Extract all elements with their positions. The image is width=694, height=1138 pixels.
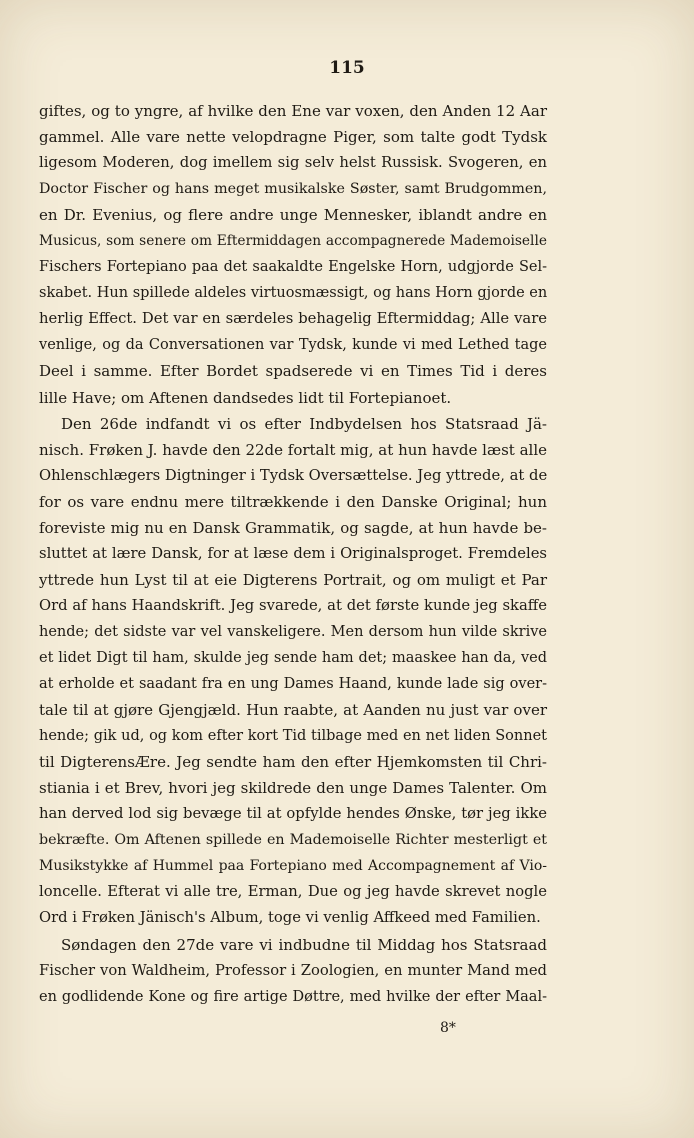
text-line: skabet. Hun spillede aldeles virtuosmæssigt, og hans Horn gjorde en <box>39 285 548 302</box>
text-line: sluttet at lære Dansk, for at læse dem i Originalsproget. Fremdeles <box>39 544 547 562</box>
text-line: en Dr. Evenius, og flere andre unge Mennesker, iblandt andre en <box>39 206 547 225</box>
signature-mark: 8* <box>440 1020 456 1036</box>
text-line: lille Have; om Aftenen dandsedes lidt til Fortepianoet. <box>39 388 452 407</box>
text-line: herlig Effect. Det var en særdeles behagelig Eftermiddag; Alle vare <box>39 310 547 328</box>
text-line: Fischer von Waldheim, Professor i Zoologien, en munter Mand med <box>39 961 547 979</box>
text-line: nisch. Frøken J. havde den 22de fortalt mig, at hun havde læst alle <box>39 440 547 459</box>
text-line: Den 26de indfandt vi os efter Indbydelsen hos Statsraad Jä- <box>61 414 547 433</box>
text-line: stiania i et Brev, hvori jeg skildrede den unge Dames Talenter. Om <box>39 779 547 798</box>
text-line: Doctor Fischer og hans meget musikalske Søster, samt Brudgommen, <box>39 181 547 198</box>
text-line: Fischers Fortepiano paa det saakaldte Engelske Horn, udgjorde Sel- <box>39 259 547 276</box>
text-line: hende; det sidste var vel vanskeligere. Men dersom hun vilde skrive <box>39 623 547 640</box>
text-line: Musikstykke af Hummel paa Fortepiano med Accompagnement af Vio- <box>39 858 547 875</box>
text-line: gammel. Alle vare nette velopdragne Piger, som talte godt Tydsk <box>39 128 547 147</box>
text-line: han derved lod sig bevæge til at opfylde hendes Ønske, tør jeg ikke <box>39 805 547 823</box>
page-number: 115 <box>329 58 365 78</box>
text-line: for os vare endnu mere tiltrækkende i den Danske Original; hun <box>39 492 547 511</box>
text-line: Ohlenschlægers Digtninger i Tydsk Oversættelse. Jeg yttrede, at de <box>39 466 548 484</box>
text-line: tale til at gjøre Gjengjæld. Hun raabte, at Aanden nu just var over <box>39 701 547 720</box>
text-line: bekræfte. Om Aftenen spillede en Mademoiselle Richter mesterligt et <box>39 832 547 849</box>
text-line: at erholde et saadant fra en ung Dames Haand, kunde lade sig over- <box>39 676 547 693</box>
text-line: en godlidende Kone og fire artige Døttre, med hvilke der efter Maal- <box>39 988 547 1005</box>
text-line: hende; gik ud, og kom efter kort Tid tilbage med en net liden Sonnet <box>39 728 547 745</box>
text-line: Ord i Frøken Jänisch's Album, toge vi venlig Affkeed med Familien. <box>39 909 541 927</box>
text-line: yttrede hun Lyst til at eie Digterens Portrait, og om muligt et Par <box>39 570 547 589</box>
text-line: Søndagen den 27de vare vi indbudne til Middag hos Statsraad <box>61 935 547 954</box>
text-line: et lidet Digt til ham, skulde jeg sende ham det; maaskee han da, ved <box>39 649 547 666</box>
text-line: giftes, og to yngre, af hvilke den Ene var voxen, den Anden 12 Aar <box>39 102 547 120</box>
text-line: Deel i samme. Efter Bordet spadserede vi en Times Tid i deres <box>39 362 547 381</box>
text-line: foreviste mig nu en Dansk Grammatik, og sagde, at hun havde be- <box>39 518 547 537</box>
text-line: til DigterensÆre. Jeg sendte ham den efter Hjemkomsten til Chri- <box>39 753 547 772</box>
text-line: Ord af hans Haandskrift. Jeg svarede, at det første kunde jeg skaffe <box>39 596 547 614</box>
text-line: loncelle. Efterat vi alle tre, Erman, Due og jeg havde skrevet nogle <box>39 883 547 901</box>
text-line: ligesom Moderen, dog imellem sig selv helst Russisk. Svogeren, en <box>39 154 547 172</box>
text-line: venlige, og da Conversationen var Tydsk, kunde vi med Lethed tage <box>39 337 547 354</box>
text-line: Musicus, som senere om Eftermiddagen accompagnerede Mademoiselle <box>39 233 547 250</box>
body-text <box>39 98 547 1010</box>
